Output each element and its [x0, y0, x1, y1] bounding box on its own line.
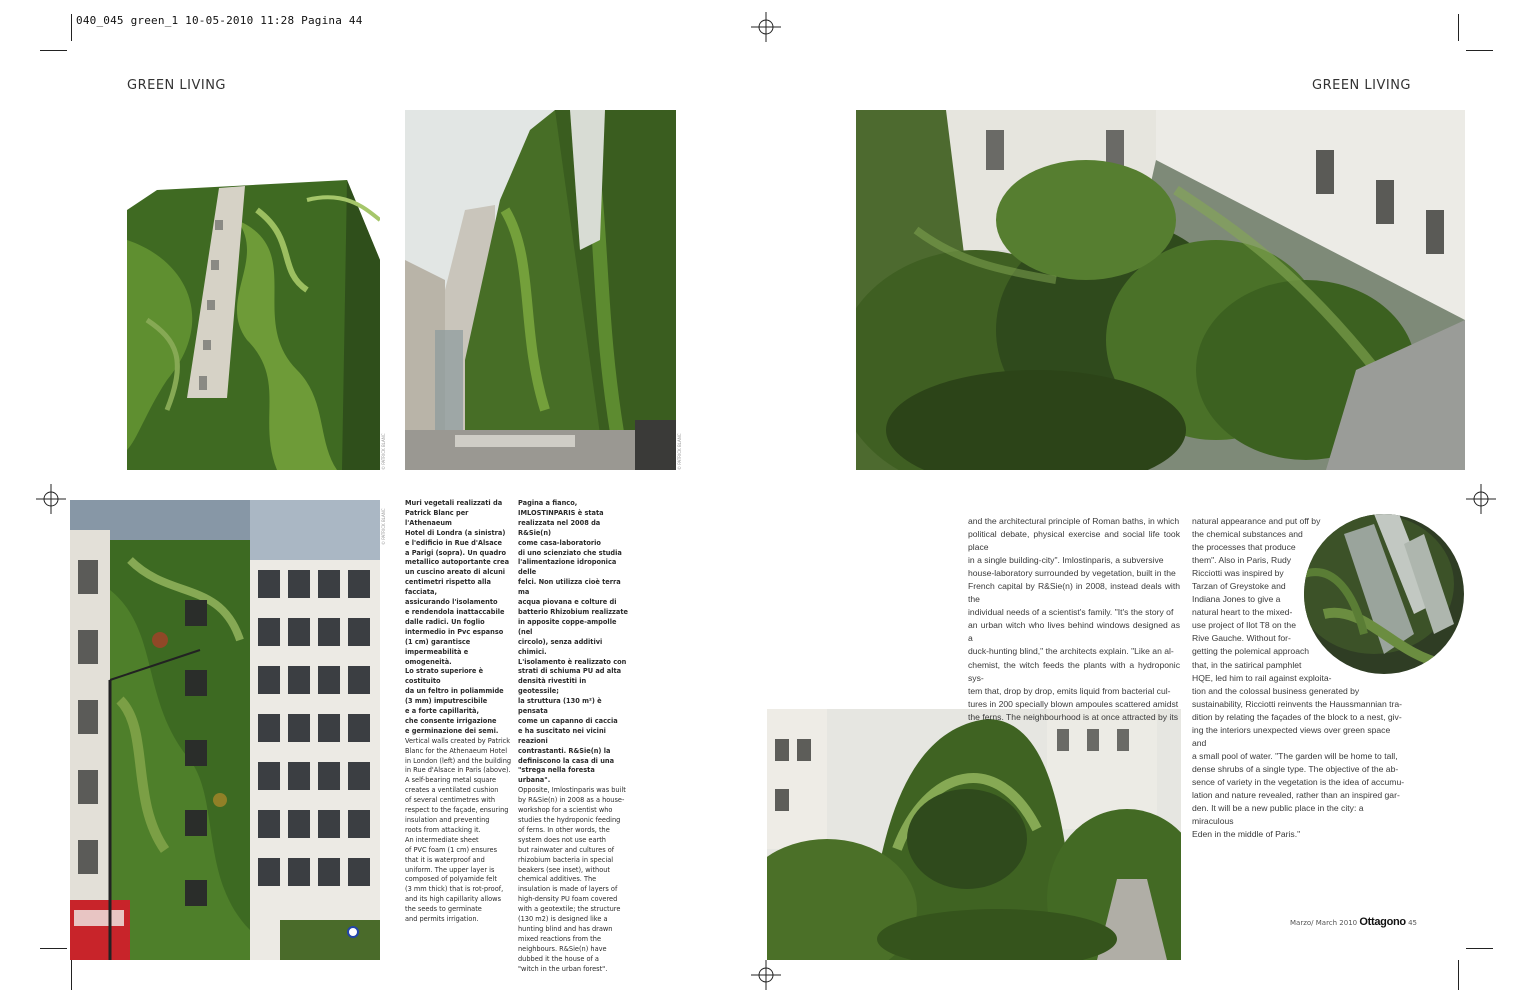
caption-line: intermedio in Pvc espanso	[405, 627, 504, 636]
body-text-line: sence of variety in the vegetation is the idea of accumu-	[1192, 776, 1405, 787]
caption-line: batterio Rhizobium realizzate	[518, 607, 628, 616]
crop-mark	[1466, 948, 1493, 949]
caption-line: insulation and preventing	[405, 816, 490, 824]
body-text-line: a small pool of water. "The garden will be home to tall,	[1192, 750, 1398, 761]
caption-line: by R&Sie(n) in 2008 as a house-	[518, 796, 625, 805]
caption-line: "strega nella foresta urbana".	[518, 766, 595, 785]
body-text-line: the ferns. The neighbourhood is at once attracted by its	[968, 711, 1179, 722]
caption-line: with a geotextile; the structure	[518, 905, 621, 914]
caption-line: (1 cm) garantisce	[405, 637, 471, 646]
caption-line: of several centimetres with	[405, 796, 496, 805]
caption-line: uniform. The upper layer is	[405, 865, 495, 874]
body-text-line: tures in 200 specially blown ampoules scattered amidst	[968, 698, 1179, 709]
body-text-line: the processes that produce	[1192, 542, 1296, 553]
caption-line: e ha suscitato nei vicini reazioni	[518, 726, 606, 745]
body-text-line: individual needs of a scientist's family. "It's the story of	[968, 607, 1174, 618]
photo-imlostinparis-garden	[767, 709, 1181, 960]
caption-line: Vertical walls created by Patrick	[405, 736, 511, 745]
caption-line: workshop for a scientist who	[518, 806, 613, 815]
caption-line: la struttura (130 m²) è pensata	[518, 697, 602, 716]
caption-line: circolo), senza additivi chimici.	[518, 637, 603, 656]
page-number: 45	[1408, 919, 1418, 927]
photo-courtyard-vegetation	[856, 110, 1465, 470]
photo-credit: © PATRICK BLANC	[381, 508, 386, 545]
caption-column-2	[518, 499, 628, 975]
caption-line: (130 m2) is designed like a	[518, 915, 608, 924]
photo-athenaeum-hotel	[70, 500, 380, 960]
body-text-line: chemist, the witch feeds the plants with a hydroponic sys-	[968, 659, 1180, 683]
body-text-line: Eden in the middle of Paris."	[1192, 829, 1301, 840]
caption-line: dubbed it the house of a	[518, 954, 599, 963]
crop-mark	[40, 50, 67, 51]
caption-line: "witch in the urban forest".	[518, 964, 608, 973]
registration-mark-icon	[751, 960, 781, 990]
photo-credit: © PATRICK BLANC	[677, 433, 682, 470]
body-text-line: Indiana Jones to give a	[1192, 594, 1281, 605]
crop-mark	[1458, 960, 1459, 990]
body-text-line: lation and nature revealed, rather than an inspired gar-	[1192, 789, 1400, 800]
crop-mark	[40, 948, 67, 949]
body-text-line: Ricciotti was inspired by	[1192, 568, 1284, 579]
body-text-line: and the architectural principle of Roman baths, in which	[968, 516, 1180, 526]
caption-line: Opposite, Imlostinparis was built	[518, 786, 626, 795]
body-text-line: HQE, led him to rail against exploita-	[1192, 672, 1332, 683]
caption-line: da un feltro in poliammide	[405, 687, 504, 696]
caption-line: contrastanti. R&Sie(n) la	[518, 746, 611, 755]
body-text-line: the chemical substances and	[1192, 529, 1303, 540]
caption-line: hunting blind and has drawn	[518, 924, 613, 933]
caption-line: Lo strato superiore è costituito	[405, 667, 484, 686]
caption-line: come un capanno di caccia	[518, 716, 618, 725]
caption-line: e rendendola inattaccabile	[405, 607, 505, 616]
body-text-line: them". Also in Paris, Rudy	[1192, 555, 1292, 566]
body-text-line: duck-hunting blind," the architects explain. "Like an al-	[968, 646, 1174, 657]
caption-line: Blanc for the Athenaeum Hotel	[405, 746, 508, 755]
caption-line: but rainwater and cultures of	[518, 845, 615, 854]
body-text-line: sustainability, Ricciotti reinvents the Haussmannian tra-	[1192, 698, 1403, 709]
caption-line: (3 mm) imputrescibile	[405, 697, 488, 706]
caption-line: e a forte capillarità,	[405, 707, 480, 716]
body-text-line: that, in the satirical pamphlet	[1192, 659, 1302, 670]
caption-column-1	[405, 499, 515, 925]
body-text-column-1	[968, 515, 1180, 724]
caption-line: e germinazione dei semi.	[405, 726, 499, 735]
body-text-line: French capital by R&Sie(n) in 2008, instead deals with the	[968, 581, 1180, 605]
photo-green-wall-building	[127, 180, 380, 470]
caption-line: strati di schiuma PU ad alta	[518, 667, 622, 676]
caption-line: roots from attacking it.	[405, 825, 481, 834]
caption-line: and its high capillarity allows	[405, 895, 502, 904]
caption-line: that it is waterproof and	[405, 855, 485, 864]
body-text-line: in a single building-city". Imlostinparis, a subversive	[968, 555, 1164, 566]
crop-mark	[1458, 14, 1459, 41]
caption-line: Pagina a fianco,	[518, 499, 578, 507]
caption-line: studies the hydroponic feeding	[518, 816, 621, 824]
caption-line: Hotel di Londra (a sinistra)	[405, 528, 506, 537]
magazine-logo: Ottagono	[1359, 916, 1406, 928]
caption-line: IMLOSTINPARIS è stata	[518, 508, 604, 517]
body-text-line: tem that, drop by drop, emits liquid from bacterial cul-	[968, 685, 1171, 696]
body-text-line: an urban witch who lives behind windows designed as a	[968, 620, 1180, 644]
caption-line: respect to the façade, ensuring	[405, 806, 509, 815]
registration-mark-icon	[751, 12, 781, 42]
registration-mark-icon	[36, 484, 66, 514]
caption-line: felci. Non utilizza cioè terra ma	[518, 578, 621, 597]
caption-line: che consente irrigazione	[405, 716, 497, 725]
caption-line: assicurando l'isolamento	[405, 598, 498, 607]
caption-line: Muri vegetali realizzati da	[405, 499, 503, 507]
caption-line: the seeds to germinate	[405, 905, 482, 914]
body-text-column-2	[1192, 515, 1406, 841]
registration-mark-icon	[1466, 484, 1496, 514]
caption-line: high-density PU foam covered	[518, 895, 618, 904]
caption-line: mixed reactions from the	[518, 934, 602, 943]
body-text-line: Rive Gauche. Without for-	[1192, 633, 1291, 644]
caption-line: Patrick Blanc per l'Athenaeum	[405, 508, 469, 527]
body-text-line: house-laboratory surrounded by vegetation, built in the	[968, 568, 1176, 579]
section-header-right: GREEN LIVING	[1312, 78, 1411, 93]
caption-line: of ferns. In other words, the	[518, 825, 610, 834]
body-text-line: dense shrubs of a single type. The objective of the ab-	[1192, 763, 1399, 774]
caption-line: di uno scienziato che studia	[518, 548, 622, 557]
caption-line: acqua piovana e colture di	[518, 598, 617, 607]
caption-line: insulation is made of layers of	[518, 885, 618, 894]
body-text-line: tion and the colossal business generated by	[1192, 685, 1360, 696]
crop-mark	[1466, 50, 1493, 51]
caption-line: in Rue d'Alsace in Paris (above).	[405, 766, 511, 775]
caption-line: in apposite coppe-ampolle (nel	[518, 617, 617, 636]
body-text-line: ing the interiors unexpected views over green space and	[1192, 724, 1391, 748]
crop-mark	[71, 14, 72, 41]
caption-line: a Parigi (sopra). Un quadro	[405, 548, 507, 557]
caption-line: e l'edificio in Rue d'Alsace	[405, 538, 503, 547]
printer-slug: 040_045 green_1 10-05-2010 11:28 Pagina 44	[76, 14, 363, 27]
section-header-left: GREEN LIVING	[127, 78, 226, 93]
caption-line: impermeabilità e omogeneità.	[405, 647, 469, 666]
caption-line: dalle radici. Un foglio	[405, 617, 485, 626]
body-text-line: dition by relating the façades of the block to a nest, giv-	[1192, 711, 1402, 722]
body-text-line: use project of Ilot T8 on the	[1192, 620, 1296, 631]
folio-date: Marzo/ March 2010	[1290, 919, 1358, 927]
caption-line: An intermediate sheet	[405, 835, 479, 844]
caption-line: un cuscino areato di alcuni	[405, 568, 506, 577]
caption-line: A self-bearing metal square	[405, 776, 497, 785]
body-text-line: den. It will be a new public place in the city: a miraculous	[1192, 803, 1364, 827]
body-text-line: natural appearance and put off by	[1192, 516, 1321, 526]
caption-line: metallico autoportante crea	[405, 558, 510, 567]
photo-credit: © PATRICK BLANC	[381, 433, 386, 470]
caption-line: centimetri rispetto alla facciata,	[405, 578, 491, 597]
caption-line: densità rivestiti in geotessile;	[518, 677, 587, 696]
body-text-line: political debate, physical exercise and social life took place	[968, 529, 1180, 553]
caption-line: system does not use earth	[518, 835, 606, 844]
caption-line: definiscono la casa di una	[518, 756, 615, 765]
body-text-line: natural heart to the mixed-	[1192, 607, 1293, 618]
caption-line: creates a ventilated cushion	[405, 786, 499, 795]
caption-line: and permits irrigation.	[405, 915, 479, 924]
crop-mark	[71, 960, 72, 990]
caption-line: l'alimentazione idroponica delle	[518, 558, 617, 577]
caption-line: (3 mm thick) that is rot-proof,	[405, 885, 504, 894]
caption-line: in London (left) and the building	[405, 756, 512, 765]
caption-line: neighbours. R&Sie(n) have	[518, 944, 607, 953]
caption-line: rhizobium bacteria in special	[518, 855, 614, 864]
caption-line: chemical additives. The	[518, 875, 597, 884]
photo-street-green-wall	[405, 110, 676, 470]
caption-line: realizzata nel 2008 da R&Sie(n)	[518, 518, 601, 537]
caption-line: come casa-laboratorio	[518, 538, 601, 547]
caption-line: of PVC foam (1 cm) ensures	[405, 845, 498, 854]
page-folio	[1290, 916, 1417, 928]
caption-line: beakers (see inset), without	[518, 865, 611, 874]
caption-line: composed of polyamide felt	[405, 875, 497, 884]
body-text-line: Tarzan of Greystoke and	[1192, 581, 1286, 592]
body-text-line: getting the polemical approach	[1192, 646, 1310, 657]
caption-line: L'isolamento è realizzato con	[518, 657, 627, 666]
